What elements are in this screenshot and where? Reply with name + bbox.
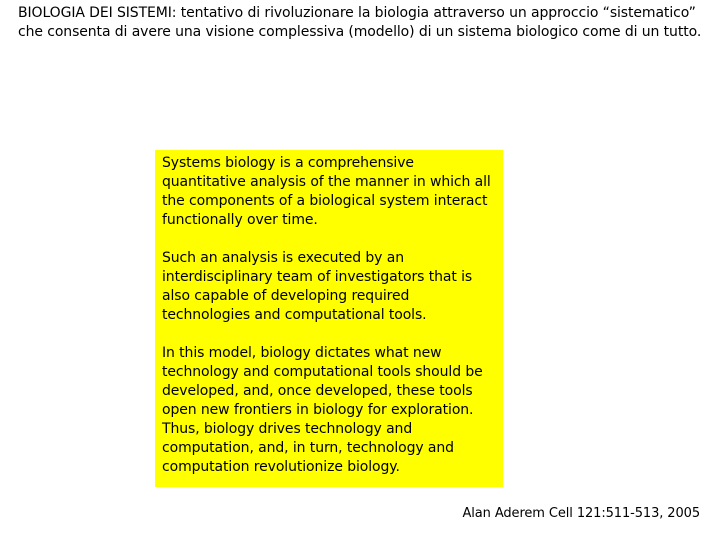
slide-title: BIOLOGIA DEI SISTEMI: tentativo di rivoluzionare la biologia attraverso un approccio “sistematico” che consenta di avere una visione complessiva (modello) di un sistema biologico come di un tutto. [18, 5, 702, 40]
quote-paragraph-definition: Systems biology is a comprehensive quantitative analysis of the manner in which all the components of a biological system interact functionally over time. [162, 155, 491, 228]
quote-box [155, 150, 503, 487]
quote-paragraph-team: Such an analysis is executed by an interdisciplinary team of investigators that is also capable of developing required technologies and computational tools. [162, 250, 473, 323]
citation: Alan Aderem Cell 121:511-513, 2005 [462, 506, 700, 521]
quote-paragraph-model: In this model, biology dictates what new technology and computational tools should be developed, and, once developed, these tools open new frontiers in biology for exploration. Thus, biology drives technology and computation, and, in turn, technology and computation revolutionize biology. [162, 345, 483, 475]
